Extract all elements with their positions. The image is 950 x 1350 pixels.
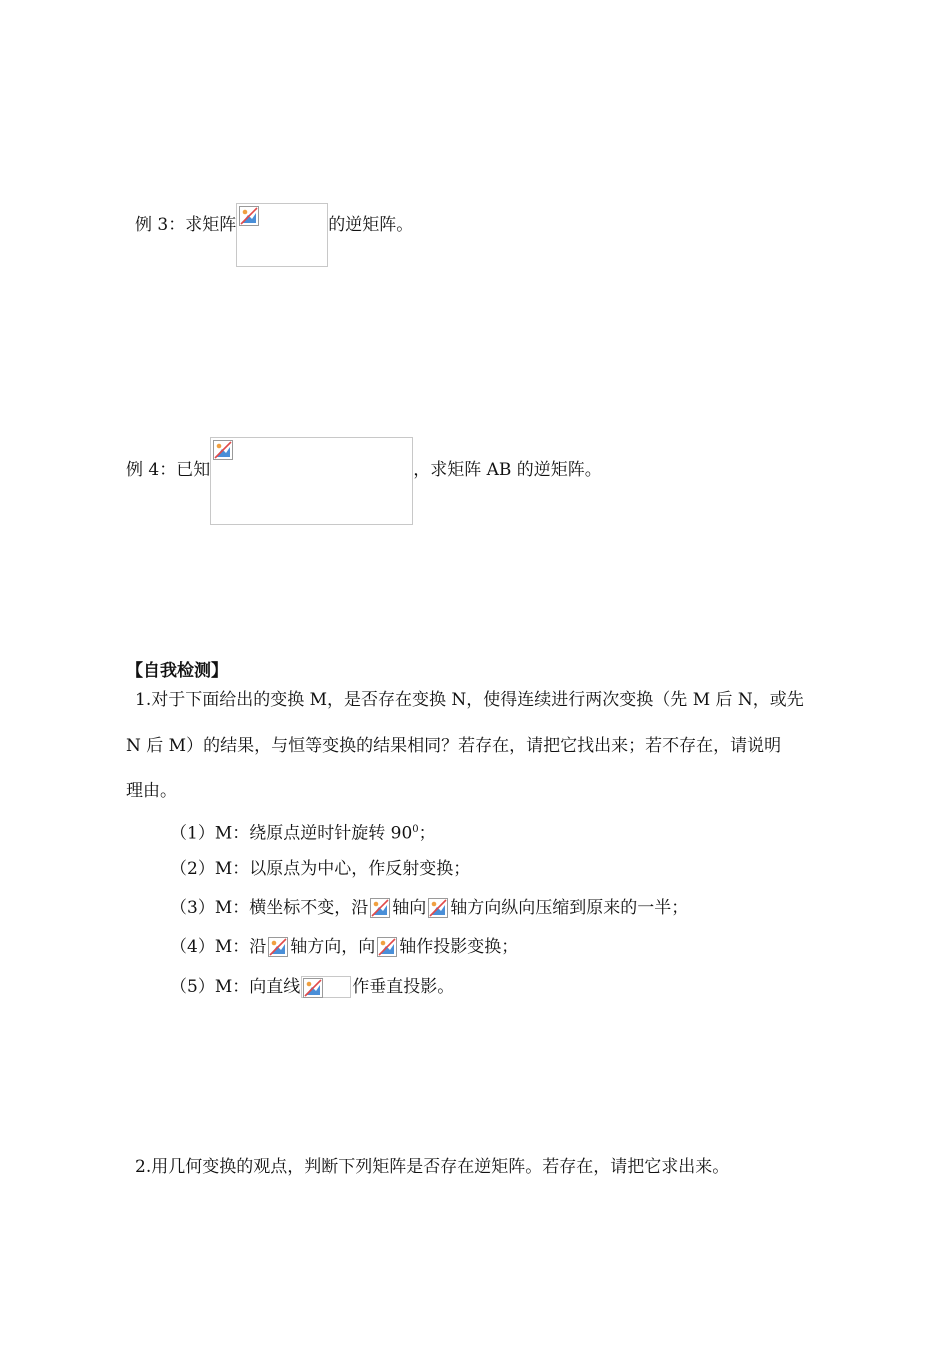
item-1 — [170, 819, 436, 845]
x-axis-image — [267, 936, 289, 958]
line-equation-image — [301, 976, 351, 998]
example-3-suffix: 的逆矩阵。 — [328, 215, 414, 235]
question-2: 2.用几何变换的观点，判断下列矩阵是否存在逆矩阵。若存在，请把它求出来。 — [135, 1157, 730, 1177]
example-3-prefix: 例 3：求矩阵 — [135, 215, 237, 235]
broken-image-icon — [428, 898, 448, 918]
item-5-part-b: 作垂直投影。 — [352, 977, 455, 997]
question-1-line-3: 理由。 — [126, 781, 177, 801]
question-1-line-2: N 后 M）的结果，与恒等变换的结果相同？若存在，请把它找出来；若不存在，请说明 — [126, 736, 782, 756]
item-4-part-a: （4）M：沿 — [170, 937, 267, 957]
broken-image-icon — [370, 898, 390, 918]
broken-image-icon — [239, 206, 259, 226]
item-3 — [170, 897, 688, 919]
item-3-part-b: 轴向 — [392, 898, 427, 918]
broken-image-icon — [377, 937, 397, 957]
item-1-text: （1）M：绕原点逆时针旋转 90 — [170, 823, 413, 844]
item-2: （2）M：以原点为中心，作反射变换； — [170, 859, 471, 879]
item-3-part-a: （3）M：横坐标不变，沿 — [170, 898, 369, 918]
broken-image-icon — [213, 440, 233, 460]
example-3 — [135, 214, 413, 267]
item-1-end: ； — [418, 823, 436, 844]
item-4-part-c: 轴作投影变换； — [399, 937, 519, 957]
broken-image-icon — [268, 937, 288, 957]
broken-image-icon — [303, 978, 323, 998]
x-axis-image — [369, 897, 391, 919]
question-1-line-1: 1.对于下面给出的变换 M，是否存在变换 N，使得连续进行两次变换（先 M 后 N，或先 — [135, 690, 804, 710]
y-axis-image — [376, 936, 398, 958]
item-4-part-b: 轴方向，向 — [290, 937, 376, 957]
example-4 — [126, 459, 602, 525]
example-4-suffix: ，求矩阵 AB 的逆矩阵。 — [413, 460, 602, 480]
matrix-image — [236, 203, 328, 267]
degree-superscript: 0 — [412, 824, 419, 835]
item-4 — [170, 936, 518, 958]
example-4-prefix: 例 4：已知 — [126, 460, 211, 480]
item-3-part-c: 轴方向纵向压缩到原来的一半； — [450, 898, 689, 918]
matrices-image — [210, 437, 413, 525]
item-5-part-a: （5）M：向直线 — [170, 977, 301, 997]
item-5 — [170, 976, 454, 998]
y-axis-image — [427, 897, 449, 919]
self-check-heading: 【自我检测】 — [126, 661, 228, 681]
